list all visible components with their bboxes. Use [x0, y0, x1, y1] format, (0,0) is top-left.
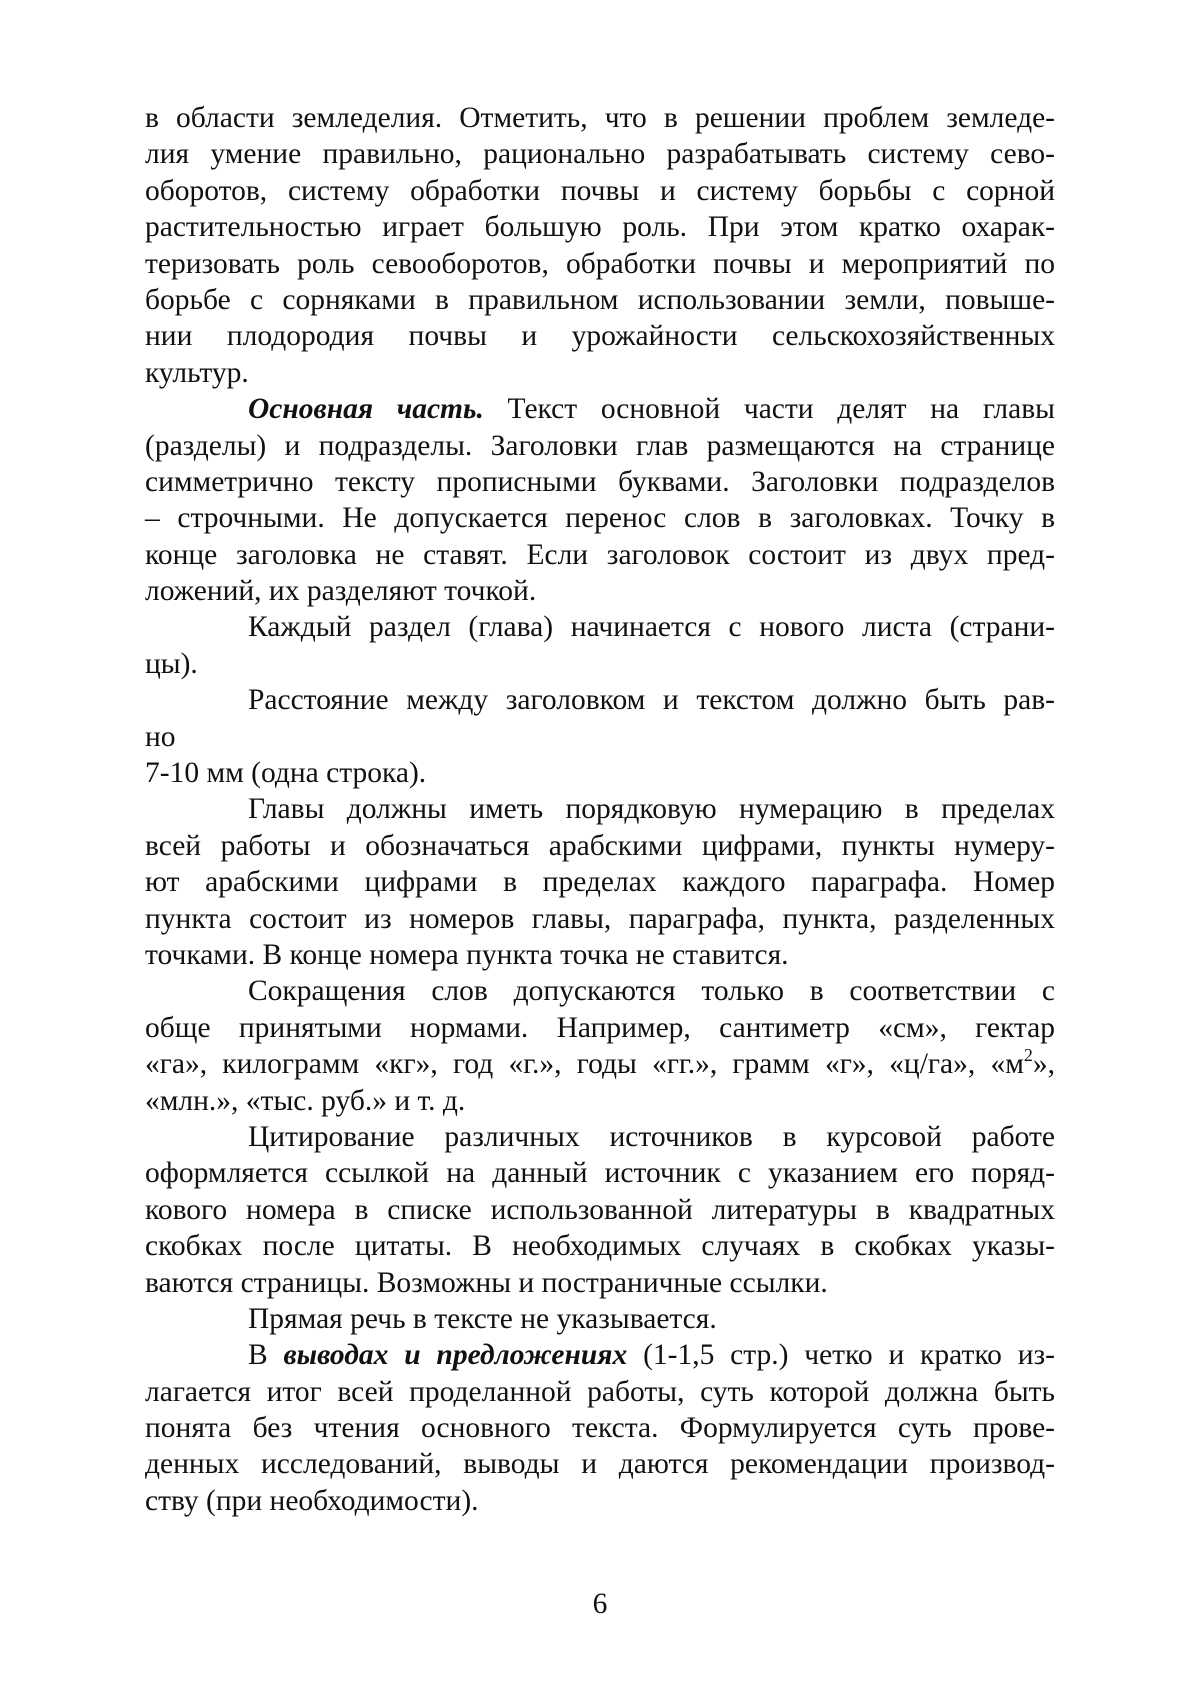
text-line: пункта состоит из номеров главы, параграфа, пункта, разделенных [145, 901, 1055, 937]
text-run: «га», килограмм «кг», год «г.», годы «гг.», грамм «г», «ц/га», «м [145, 1048, 1024, 1080]
body-text [145, 100, 1055, 1519]
page-number: 6 [0, 1586, 1200, 1622]
text-line: всей работы и обозначаться арабскими цифрами, пункты нумеру- [145, 828, 1055, 864]
text-line [145, 1337, 1055, 1373]
text-line: (разделы) и подразделы. Заголовки глав размещаются на странице [145, 428, 1055, 464]
text-line: Прямая речь в тексте не указывается. [145, 1301, 1055, 1337]
text-line: теризовать роль севооборотов, обработки почвы и мероприятий по [145, 246, 1055, 282]
text-line: конце заголовка не ставят. Если заголовок состоит из двух пред- [145, 537, 1055, 573]
text-line: борьбе с сорняками в правильном использовании земли, повыше- [145, 282, 1055, 318]
text-line: культур. [145, 355, 1055, 391]
text-line: симметрично тексту прописными буквами. Заголовки подразделов [145, 464, 1055, 500]
text-line: ваются страницы. Возможны и постраничные ссылки. [145, 1265, 1055, 1301]
text-line: растительностью играет большую роль. При этом кратко охарак- [145, 209, 1055, 245]
text-line: Главы должны иметь порядковую нумерацию в пределах [145, 791, 1055, 827]
text-run: », [1033, 1048, 1055, 1080]
document-page [0, 0, 1200, 1703]
text-line: в области земледелия. Отметить, что в решении проблем земледе- [145, 100, 1055, 136]
text-line [145, 391, 1055, 427]
text-line: обще принятыми нормами. Например, сантиметр «см», гектар [145, 1010, 1055, 1046]
text-line: ложений, их разделяют точкой. [145, 573, 1055, 609]
text-line: Каждый раздел (глава) начинается с нового листа (страни- [145, 609, 1055, 645]
text-line: 7-10 мм (одна строка). [145, 755, 1055, 791]
emphasis-conclusions: выводах и предложениях [283, 1339, 627, 1371]
text-run: (1-1,5 стр.) четко и кратко из- [627, 1339, 1055, 1371]
text-line: нии плодородия почвы и урожайности сельскохозяйственных [145, 318, 1055, 354]
text-line: Цитирование различных источников в курсовой работе [145, 1119, 1055, 1155]
section-heading-main-part: Основная часть. [248, 393, 484, 425]
text-line [145, 1046, 1055, 1082]
text-line: скобках после цитаты. В необходимых случаях в скобках указы- [145, 1228, 1055, 1264]
text-run: В [248, 1339, 283, 1371]
text-line: – строчными. Не допускается перенос слов в заголовках. Точку в [145, 500, 1055, 536]
text-line: ют арабскими цифрами в пределах каждого параграфа. Номер [145, 864, 1055, 900]
text-run: Текст основной части делят на главы [484, 393, 1055, 425]
text-line: ству (при необходимости). [145, 1483, 1055, 1519]
text-line: оформляется ссылкой на данный источник с указанием его поряд- [145, 1155, 1055, 1191]
text-line: кового номера в списке использованной литературы в квадратных [145, 1192, 1055, 1228]
text-line: Расстояние между заголовком и текстом должно быть рав- [145, 682, 1055, 718]
text-line: понята без чтения основного текста. Формулируется суть прове- [145, 1410, 1055, 1446]
text-line: лагается итог всей проделанной работы, суть которой должна быть [145, 1374, 1055, 1410]
text-line: лия умение правильно, рационально разрабатывать систему сево- [145, 136, 1055, 172]
text-line: денных исследований, выводы и даются рекомендации производ- [145, 1446, 1055, 1482]
text-line: но [145, 719, 1055, 755]
text-line: цы). [145, 646, 1055, 682]
superscript: 2 [1024, 1045, 1033, 1065]
text-line: Сокращения слов допускаются только в соответствии с [145, 973, 1055, 1009]
text-line: оборотов, систему обработки почвы и систему борьбы с сорной [145, 173, 1055, 209]
text-line: точками. В конце номера пункта точка не ставится. [145, 937, 1055, 973]
text-line: «млн.», «тыс. руб.» и т. д. [145, 1083, 1055, 1119]
